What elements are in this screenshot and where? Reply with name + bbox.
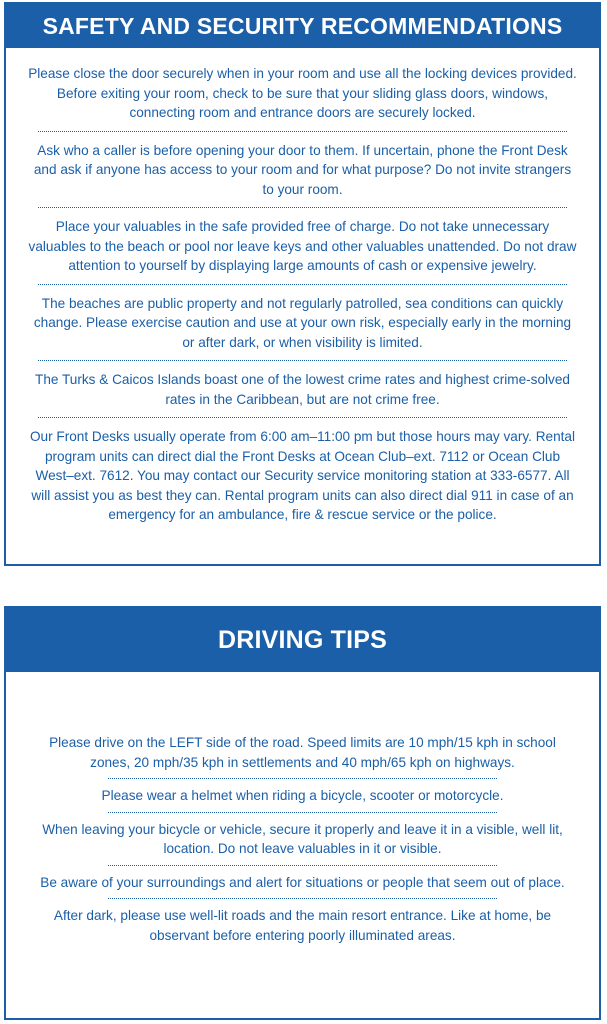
driving-item-secure-vehicle: When leaving your bicycle or vehicle, secure it properly and leave it in a visible, well lit, location. Do not leave valuables in it or visible. bbox=[42, 821, 563, 856]
driving-tips-panel bbox=[4, 606, 601, 1020]
safety-item-valuables: Place your valuables in the safe provided free of charge. Do not take unnecessary valuables to the beach or pool nor leave keys and other valuables unattended. Do not draw attention to yourself by displaying large amounts of cash or expensive jewelry. bbox=[28, 219, 577, 273]
safety-security-panel bbox=[4, 2, 601, 566]
dotted-divider bbox=[38, 284, 567, 285]
driving-item-left-side: Please drive on the LEFT side of the road. Speed limits are 10 mph/15 kph in school zones, 20 mph/35 kph in settlements and 40 mph/65 kph on highways. bbox=[49, 735, 556, 770]
dotted-divider bbox=[108, 865, 497, 866]
driving-item-helmet: Please wear a helmet when riding a bicycle, scooter or motorcycle. bbox=[101, 788, 504, 803]
dotted-divider bbox=[108, 778, 497, 779]
safety-item-crime-rates: The Turks & Caicos Islands boast one of the lowest crime rates and highest crime-solved rates in the Caribbean, but are not crime free. bbox=[35, 372, 570, 407]
driving-item-after-dark: After dark, please use well-lit roads and the main resort entrance. Like at home, be observant before entering poorly illuminated areas. bbox=[53, 908, 552, 943]
safety-item-door-locking: Please close the door securely when in your room and use all the locking devices provided. Before exiting your room, check to be sure that your sliding glass doors, windows, connecting room and entrance doors are securely locked. bbox=[28, 66, 577, 120]
driving-tips-title: DRIVING TIPS bbox=[6, 608, 599, 672]
safety-item-caller: Ask who a caller is before opening your door to them. If uncertain, phone the Front Desk and ask if anyone has access to your room and for what purpose? Do not invite strangers to your room. bbox=[33, 142, 572, 197]
driving-item-surroundings: Be aware of your surroundings and alert for situations or people that seem out of place. bbox=[40, 874, 565, 890]
dotted-divider bbox=[38, 131, 567, 132]
dotted-divider bbox=[108, 898, 497, 899]
safety-items-list bbox=[6, 48, 599, 525]
driving-items-list bbox=[6, 672, 599, 945]
dotted-divider bbox=[108, 812, 497, 813]
dotted-divider bbox=[38, 417, 567, 418]
dotted-divider bbox=[38, 360, 567, 361]
dotted-divider bbox=[38, 207, 567, 208]
safety-item-beaches: The beaches are public property and not regularly patrolled, sea conditions can quickly change. Please exercise caution and use at your own risk, especially early in the morning or after dark, or when visibility is limited. bbox=[33, 295, 572, 350]
safety-item-front-desk: Our Front Desks usually operate from 6:00 am–11:00 pm but those hours may vary. Rental program units can direct dial the Front Desks at Ocean Club–ext. 7112 or Ocean Club West–ext. 7612. You may contact our Security service monitoring station at 333-6577. All will assist you as best they can. Rental program units can also direct dial 911 in case of an emergency for an ambulance, fire & rescue service or the police. bbox=[29, 429, 575, 522]
safety-security-title: SAFETY AND SECURITY RECOMMENDATIONS bbox=[6, 4, 599, 48]
